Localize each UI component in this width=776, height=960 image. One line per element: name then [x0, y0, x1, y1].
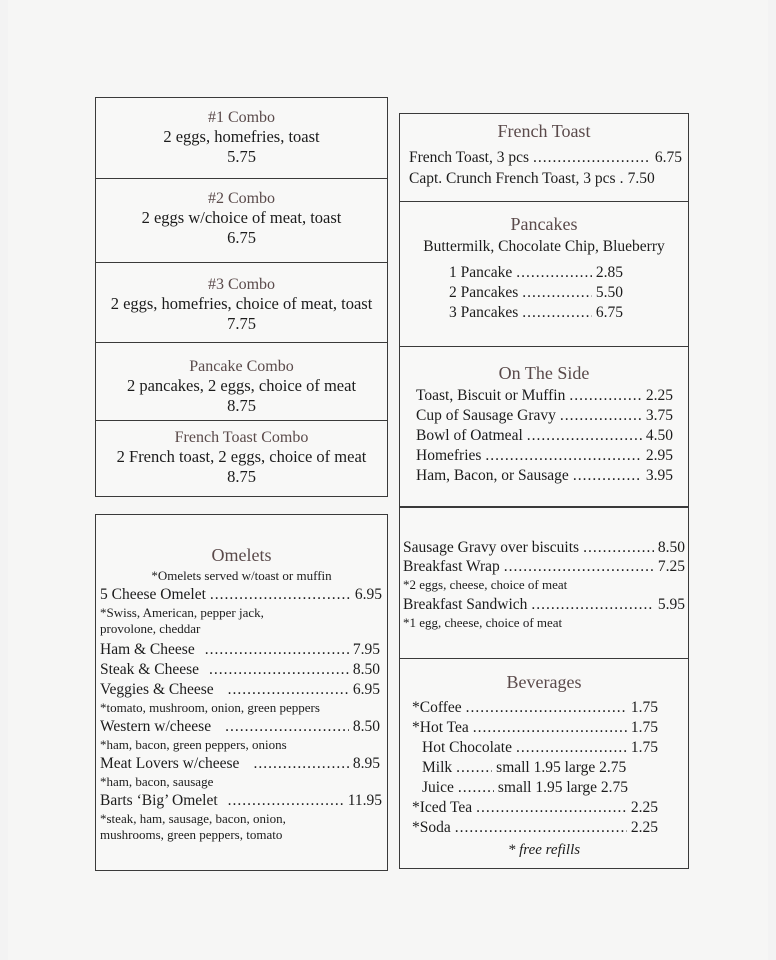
item-name: *Soda: [412, 819, 451, 836]
item-price: 3.95: [645, 467, 673, 484]
item-name: Capt. Crunch French Toast, 3 pcs: [409, 170, 616, 187]
menu-item: [409, 148, 682, 168]
item-price: 1.75: [630, 699, 658, 716]
leader-dots: [583, 538, 654, 558]
item-price: 8.50: [352, 718, 380, 735]
item-name: Homefries: [416, 447, 482, 464]
menu-item: [100, 585, 382, 605]
item-name: 1 Pancake: [449, 264, 513, 281]
item-price: 7.50: [627, 170, 655, 187]
leader-dots: [485, 446, 641, 466]
menu-item: [100, 660, 380, 680]
menu-item: [412, 698, 658, 718]
pancake-flavors: Buttermilk, Chocolate Chip, Blueberry: [423, 238, 665, 255]
item-name: Bowl of Oatmeal: [416, 427, 523, 444]
menu-item: [100, 717, 380, 737]
menu-item: [422, 758, 658, 778]
section-title: French Toast: [497, 121, 591, 141]
leader-dots: [225, 717, 349, 737]
menu-item: [449, 283, 623, 303]
leader-dots: [205, 640, 349, 660]
item-name: Barts ‘Big’ Omelet: [100, 792, 218, 809]
item-name: Breakfast Sandwich: [403, 596, 528, 613]
item-name: Ham & Cheese: [100, 641, 195, 658]
leader-dots: [228, 680, 349, 700]
menu-item: [403, 595, 685, 615]
combo-3: [96, 262, 387, 343]
leader-dots: [522, 303, 592, 323]
menu-item: [416, 386, 673, 406]
combos-box: [95, 97, 388, 497]
item-name: 5 Cheese Omelet: [100, 586, 206, 603]
item-price: 6.75: [654, 149, 682, 166]
pancakes-section: [400, 201, 688, 347]
item-price: 2.25: [630, 819, 658, 836]
item-price: 2.95: [645, 447, 673, 464]
item-name: Veggies & Cheese: [100, 681, 214, 698]
item-price: 2.85: [595, 264, 623, 281]
item-name: 2 Pancakes: [449, 284, 519, 301]
biscuits-section: [400, 508, 688, 659]
menu-item: [449, 303, 623, 323]
leader-dots: [569, 386, 642, 406]
item-name: Toast, Biscuit or Muffin: [416, 387, 566, 404]
item-price: 1.75: [630, 739, 658, 756]
combo-desc: 2 pancakes, 2 eggs, choice of meat: [126, 376, 357, 395]
item-name: Breakfast Wrap: [403, 558, 500, 575]
item-price: 7.95: [352, 641, 380, 658]
item-price: 11.95: [347, 792, 382, 809]
leader-dots: [458, 778, 494, 798]
combo-1: [96, 98, 387, 179]
item-name: Ham, Bacon, or Sausage: [416, 467, 569, 484]
item-detail: *tomato, mushroom, onion, green peppers: [100, 700, 320, 715]
item-price: small 1.95 large 2.75: [496, 759, 627, 776]
item-name: Western w/cheese: [100, 718, 212, 735]
item-price: 2.25: [630, 799, 658, 816]
leader-dots: [466, 698, 627, 718]
menu-item: [416, 426, 673, 446]
combo-price: 6.75: [227, 228, 256, 247]
combo-title: French Toast Combo: [174, 429, 309, 446]
combo-price: 8.75: [227, 396, 256, 415]
item-price: small 1.95 large 2.75: [497, 779, 629, 796]
item-name: Meat Lovers w/cheese: [100, 755, 240, 772]
combo-2: [96, 178, 387, 263]
leader-dots: [473, 718, 627, 738]
menu-item: [416, 446, 673, 466]
leader-dots: [573, 466, 642, 486]
leader-dots: [210, 585, 351, 605]
omelets-box: [95, 514, 388, 871]
item-name: Steak & Cheese: [100, 661, 200, 678]
menu-item: [100, 640, 380, 660]
combo-french-toast: [96, 420, 387, 496]
item-detail: *ham, bacon, sausage: [100, 774, 214, 789]
item-price: 3.75: [645, 407, 673, 424]
item-price: 8.50: [352, 661, 380, 678]
menu-item: [422, 778, 658, 798]
item-name: 3 Pancakes: [449, 304, 519, 321]
item-price: 2.25: [645, 387, 673, 404]
leader-dots: [253, 754, 348, 774]
leader-dots: [533, 148, 651, 168]
item-detail: *1 egg, cheese, choice of meat: [403, 615, 563, 630]
item-price: 5.95: [657, 596, 685, 613]
omelets-note: *Omelets served w/toast or muffin: [151, 568, 332, 583]
menu-item: [422, 738, 658, 758]
combo-title: #2 Combo: [207, 190, 276, 207]
item-price: 4.50: [645, 427, 673, 444]
combo-desc: 2 eggs, homefries, choice of meat, toast: [110, 294, 373, 313]
combo-title: Pancake Combo: [189, 358, 294, 375]
section-title: Pancakes: [510, 214, 578, 234]
menu-item: [409, 169, 682, 189]
menu-item: [100, 791, 382, 811]
menu-item: [100, 680, 380, 700]
menu-item: [412, 798, 658, 818]
item-price: 6.75: [595, 304, 623, 321]
item-price: 7.25: [657, 558, 685, 575]
on-the-side-section: [400, 346, 688, 506]
menu-item: [416, 406, 673, 426]
menu-item: [412, 818, 658, 838]
item-price: 8.95: [352, 755, 380, 772]
item-price: 1.75: [630, 719, 658, 736]
menu-item: [412, 718, 658, 738]
combo-price: 5.75: [227, 147, 256, 166]
menu-item: [449, 263, 623, 283]
leader-dots: [620, 169, 624, 189]
item-name: Sausage Gravy over biscuits: [403, 539, 580, 556]
menu-item: [416, 466, 673, 486]
item-price: 8.50: [657, 539, 685, 556]
leader-dots: [560, 406, 642, 426]
french-toast-section: [400, 114, 688, 202]
section-title: Beverages: [506, 672, 582, 692]
combo-desc: 2 French toast, 2 eggs, choice of meat: [116, 447, 367, 466]
item-name: *Coffee: [412, 699, 462, 716]
menu-item: [403, 538, 685, 558]
item-detail: *steak, ham, sausage, bacon, onion, mushrooms, green peppers, tomato: [100, 811, 286, 842]
combo-price: 8.75: [227, 467, 256, 486]
free-refills-note: * free refills: [507, 842, 581, 858]
leader-dots: [228, 791, 344, 811]
combo-price: 7.75: [227, 314, 256, 333]
item-price: 5.50: [595, 284, 623, 301]
section-title: Omelets: [211, 545, 272, 565]
leader-dots: [504, 557, 654, 577]
item-price: 6.95: [354, 586, 382, 603]
combo-desc: 2 eggs w/choice of meat, toast: [141, 208, 342, 227]
item-detail: *2 eggs, cheese, choice of meat: [403, 577, 568, 592]
item-name: *Iced Tea: [412, 799, 473, 816]
menu-item: [403, 557, 685, 577]
right-bottom-box: [399, 507, 689, 869]
leader-dots: [516, 263, 592, 283]
leader-dots: [456, 758, 492, 778]
right-top-box: [399, 113, 689, 507]
item-name: French Toast, 3 pcs: [409, 149, 530, 166]
item-name: Milk: [422, 759, 453, 776]
leader-dots: [531, 595, 653, 615]
menu-item: [100, 754, 380, 774]
combo-title: #1 Combo: [207, 109, 276, 126]
item-name: Juice: [422, 779, 454, 796]
leader-dots: [527, 426, 642, 446]
leader-dots: [209, 660, 349, 680]
item-name: Cup of Sausage Gravy: [416, 407, 556, 424]
leader-dots: [522, 283, 592, 303]
item-detail: *ham, bacon, green peppers, onions: [100, 737, 287, 752]
combo-pancake: [96, 342, 387, 421]
section-title: On The Side: [498, 363, 590, 383]
beverages-section: [400, 658, 688, 868]
leader-dots: [516, 738, 627, 758]
leader-dots: [455, 818, 627, 838]
item-name: Hot Chocolate: [422, 739, 512, 756]
combo-desc: 2 eggs, homefries, toast: [163, 127, 320, 146]
item-detail: *Swiss, American, pepper jack, provolone, cheddar: [100, 605, 264, 636]
combo-title: #3 Combo: [207, 276, 276, 293]
leader-dots: [476, 798, 627, 818]
item-name: *Hot Tea: [412, 719, 469, 736]
item-price: 6.95: [352, 681, 380, 698]
